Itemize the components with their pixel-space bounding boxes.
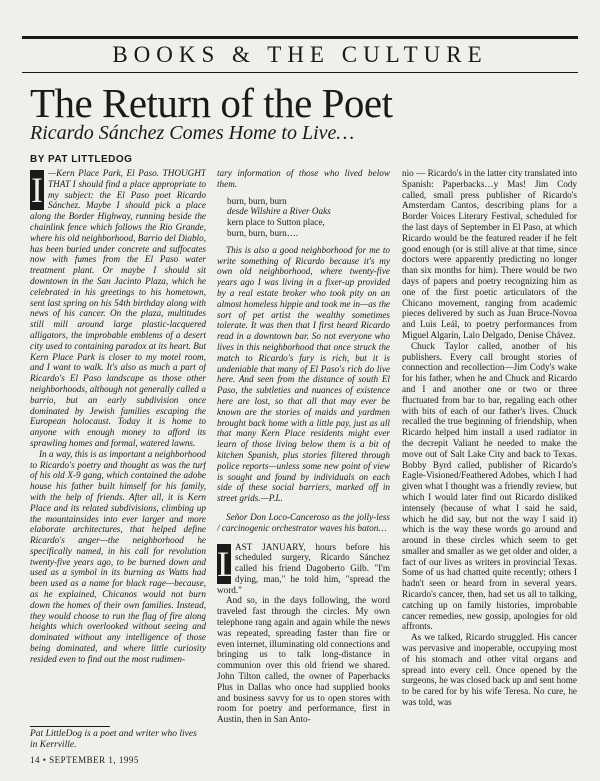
- article-title: The Return of the Poet: [30, 80, 393, 126]
- drop-cap-i: I: [31, 170, 43, 210]
- col2-paragraph-2: This is also a good neighborhood for me to write something of Ricardo because it's my own old neighborhood, where twenty-five years ago I was living in a fixer-up provided by a real estate broker who took pity on an almost homeless hippie and took me in—as the sort of pet artist the wealthy sometimes tolerate. It was then that I first heard Ricardo read in a downtown bar. So not everyone who lives in this neighborhood that once struck the match to Ricardo's fury is rich, but it is undeniable that many of El Paso's rich do live here. And seen from the distance of south El Paso, the subtleties and nuances of existence here are lost, so that all that may ever be known are the stories of maids and yardmen brought back home with a little pay, just as all that many Kern Place residents might ever learn of those living below them is a bit of kitchen Spanish, plus stories filtered through police reports—unless some new point of view is sought and found by individuals on each side of these social barriers, marked off in street grids.—P.L.: [217, 244, 390, 504]
- author-bio: Pat LittleDog is a poet and writer who lives in Kerrville.: [30, 729, 197, 750]
- poem-line: burn, burn, burn….: [227, 227, 299, 238]
- section-header: BOOKS & THE CULTURE: [112, 42, 488, 67]
- col2-paragraph-1: tary information of those who lived below them.: [217, 168, 390, 189]
- poem-line: burn, burn, burn: [227, 195, 287, 206]
- col1-paragraph-1: I —Kern Place Park, El Paso. THOUGHT THAT I should find a place appropriate to my subject: the El Paso poet Ricardo Sánchez. Maybe I should pick a place along the Border Highway, running beside the chainlink fence which follows the Rio Grande, where his old neighborhood, Barrio del Diablo, has been buried under concrete and suffocates now with fumes from the El Paso water treatment plant. Or maybe I should sit downtown in the San Jacinto Plaza, which he celebrated in his greetings to his hometown, sent last spring on his 54th birthday along with news of his cancer. On the plaza, multitudes still mill around large plastic-lacquered alligators, the improbable emblems of a desert city used to containing paradox at its heart. But Kern Place Park is closer to my motel room, and I want to walk. It's also as much a part of Ricardo's El Paso landscape as those other neighborhoods, although not generally called a barrio, but an early subdivision once dominated by Jewish families escaping the European holocaust. Today it is home to anyone with enough money to afford its sprawling homes and formal, watered lawns.: [30, 168, 206, 448]
- drop-cap-l: L: [217, 543, 239, 584]
- col2-paragraph-4: L AST JANUARY, hours before his scheduled surgery, Ricardo Sánchez called his friend Dagoberto Gilb. "I'm dying, man," he told him, "spread the word.": [217, 541, 390, 595]
- page-folio: 14 • SEPTEMBER 1, 1995: [30, 755, 139, 765]
- section-bottom-rule: [22, 72, 578, 73]
- col2-paragraph-5: And so, in the days following, the word traveled fast through the circles. My own telephone rang again and again while the news was repeated, spreading faster than fire or even internet, illuminating old connections and bringing us to talk long-distance in communion over this old friend we shared. John Tilton called, the owner of Paperbacks Plus in Dallas who once had supplied books and business savvy for us to open stores with room for poetry and performance, first in Austin, then in San Anto-: [217, 595, 390, 725]
- col3-paragraph-3: As we talked, Ricardo struggled. His cancer was pervasive and inoperable, occupying most of his stomach and other vital organs and spread into every cell. Once opened by the surgeons, he was closed back up and sent home to be cared for by his wife Teresa. No cure, he was told, was: [402, 632, 577, 708]
- byline: BY PAT LITTLEDOG: [30, 154, 133, 165]
- poem-excerpt: [227, 196, 390, 239]
- col2-paragraph-3: Señor Don Loco-Canceroso as the jolly-less / carcinogenic orchestrator waves his baton…: [217, 511, 390, 533]
- section-top-rule: [22, 36, 578, 39]
- col3-paragraph-2: Chuck Taylor called, another of his publishers. Every call brought stories of connection and recollection—Jim Cody's wake for his father, when he and Chuck and Ricardo and I and another one or two or three fluctuated from bar to bar, regaling each other with bits of each of our father's lives. Chuck recalled the true beginning of friendship, when Ricardo helped him install a used radiator in the decrepit Valiant he needed to make the move out of Salt Lake City and back to Texas. Bobby Byrd called, publisher of Ricardo's Eagle-Visioned/Feathered Adobes, which I had given what I thought was a friendly review, but which I would later find out Ricardo disliked intensely (because of what I said he said, which he did say, but not the way I said it) which is the way these words go around and around in these circles which seem to get smaller and smaller as we get older and older, a fact of our lives as writers in provincial Texas. Some of us had chatted quite recently; others I hadn't seen or heard from in several years. Ricardo's cancer, then, had set us all to talking, catching up on family histories, improbable cancer remedies, new gossip, apologies for old affronts.: [402, 340, 577, 632]
- poem-line: desde Wilshire a River Oaks: [227, 206, 331, 217]
- bio-rule: [30, 726, 110, 727]
- col1-paragraph-2: In a way, this is as important a neighborhood to Ricardo's poetry and thought as was the turf of his old X-9 gang, which contained the adobe house his father built himself for his family, with the help of friends. After all, it is Kern Place and its related subdivisions, climbing up the mountainsides into ever larger and more elaborate architectures, that helped define Ricardo's anger—the neighborhood he specifically named, in his call for revolution twenty-five years ago, to be burned down and used as a symbol in its burning as Watts had been used as a name for black rage—because, as he explained, Chicanos would not burn down the homes of their own families. Instead, they would choose to run the flag of fire along heights which overlooked without seeing and dominated without any intelligence of those being dominated, and where little curiosity resided even to find out the most rudimen-: [30, 448, 206, 664]
- article-subtitle: Ricardo Sánchez Comes Home to Live…: [30, 122, 355, 144]
- col3-paragraph-1: nio — Ricardo's in the latter city translated into Spanish: Paperbacks…y Mas! Jim Cody called, small press publisher of Ricardo's Amsterdam Cantos, describing plans for a Border Voices Literary Festival, scheduled for the last days of September in El Paso, at which Ricardo would be the featured reader if he felt good enough (or is still alive at that time, since doctors were apparently predicting no longer than six months for him). There would be two days of papers and poetry recognizing him as one of the first poetic articulators of the Chicano movement, ranging from academic pieces delivered by such as Juan Bruce-Novoa and Luis Leál, to poetry performances from Miguel Algarín, Lalo Delgado, Denise Chávez.: [402, 168, 577, 340]
- poem-line: kern place to Sutton place,: [227, 217, 325, 228]
- column-3: [402, 168, 577, 760]
- column-2: [217, 168, 390, 760]
- column-1: [30, 168, 206, 728]
